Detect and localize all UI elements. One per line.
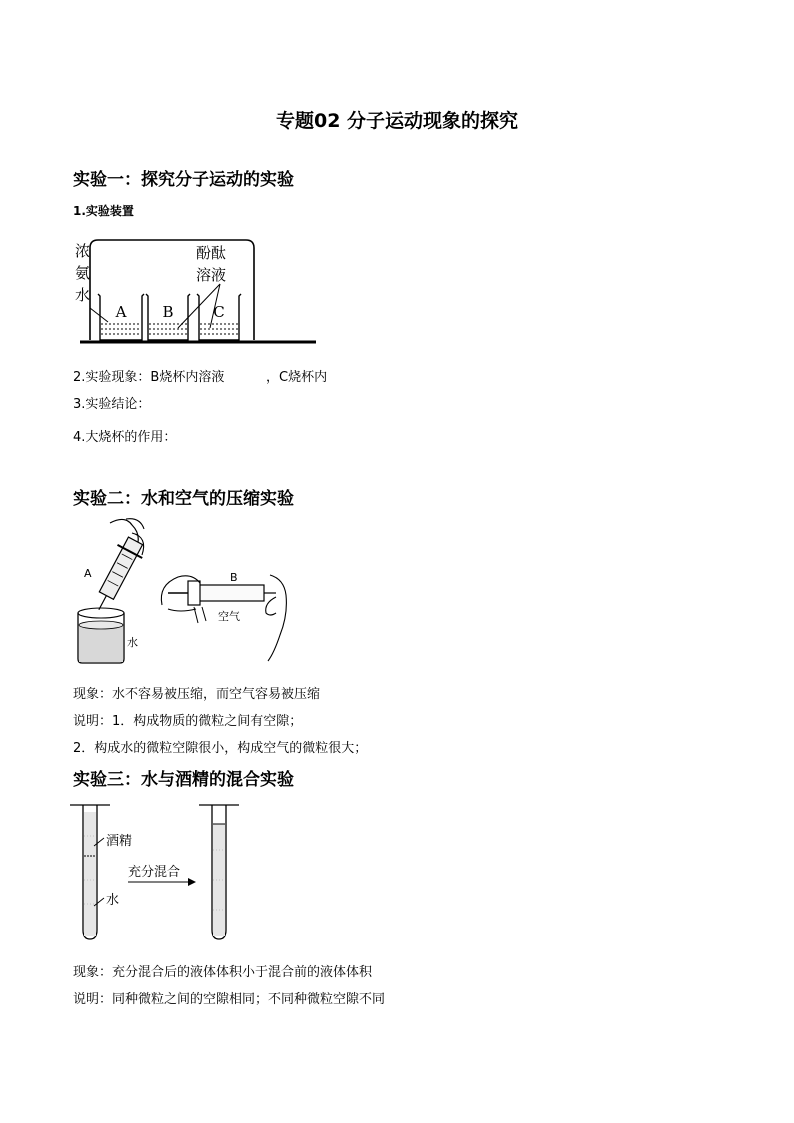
label-syringe-a: A (84, 567, 92, 580)
arrow-right-icon (188, 878, 196, 886)
label-ammonia-2: 氨 (75, 264, 91, 282)
beaker-a (98, 294, 144, 340)
label-ammonia-1: 浓 (75, 242, 91, 260)
exp1-conclusion: 3.实验结论： (73, 397, 151, 412)
label-air: 空气 (218, 610, 240, 623)
label-syringe-b: B (230, 571, 238, 584)
label-water-exp2: 水 (127, 636, 138, 649)
syringe-water-setup (78, 519, 148, 663)
exp2-heading: 实验二：水和空气的压缩实验 (73, 489, 294, 509)
exp2-compression-figure (70, 515, 310, 665)
beaker-b-label: B (162, 303, 174, 321)
exp1-beaker-role: 4.大烧杯的作用： (73, 430, 177, 445)
exp1-phenomenon-a: 2.实验现象：B烧杯内溶液 (73, 370, 225, 385)
exp3-explanation: 说明：同种微粒之间的空隙相同；不同种微粒空隙不同 (73, 992, 386, 1007)
exp1-phenomenon-b: ，C烧杯内 (266, 370, 328, 385)
exp1-heading: 实验一：探究分子运动的实验 (73, 170, 294, 190)
exp1-apparatus-figure (70, 232, 330, 350)
exp3-mixing-figure (70, 800, 250, 944)
tube-after-mixing (199, 805, 239, 939)
label-alcohol: 酒精 (106, 834, 133, 849)
beaker-c-label: C (213, 303, 225, 321)
exp3-phenomenon: 现象：充分混合后的液体体积小于混合前的液体体积 (73, 965, 373, 980)
exp3-heading: 实验三：水与酒精的混合实验 (73, 770, 294, 790)
syringe-air-setup (161, 571, 286, 661)
label-phenolphthalein-2: 溶液 (196, 266, 227, 284)
exp2-phenomenon: 现象：水不容易被压缩，而空气容易被压缩 (73, 687, 321, 702)
tube-before-mixing (70, 805, 110, 939)
label-ammonia-3: 水 (75, 286, 91, 304)
beaker-a-label: A (115, 303, 127, 321)
exp2-explanation-2: 2．构成水的微粒空隙很小，构成空气的微粒很大； (73, 741, 368, 756)
label-phenolphthalein-1: 酚酞 (196, 244, 227, 262)
exp2-explanation-1: 说明：1．构成物质的微粒之间有空隙； (73, 714, 303, 729)
beaker-b (146, 294, 190, 340)
exp1-sub-apparatus: 1.实验装置 (73, 204, 134, 218)
label-full-mix: 充分混合 (128, 865, 181, 880)
page-title: 专题02 分子运动现象的探究 (275, 110, 519, 132)
label-water-exp3: 水 (106, 893, 120, 908)
